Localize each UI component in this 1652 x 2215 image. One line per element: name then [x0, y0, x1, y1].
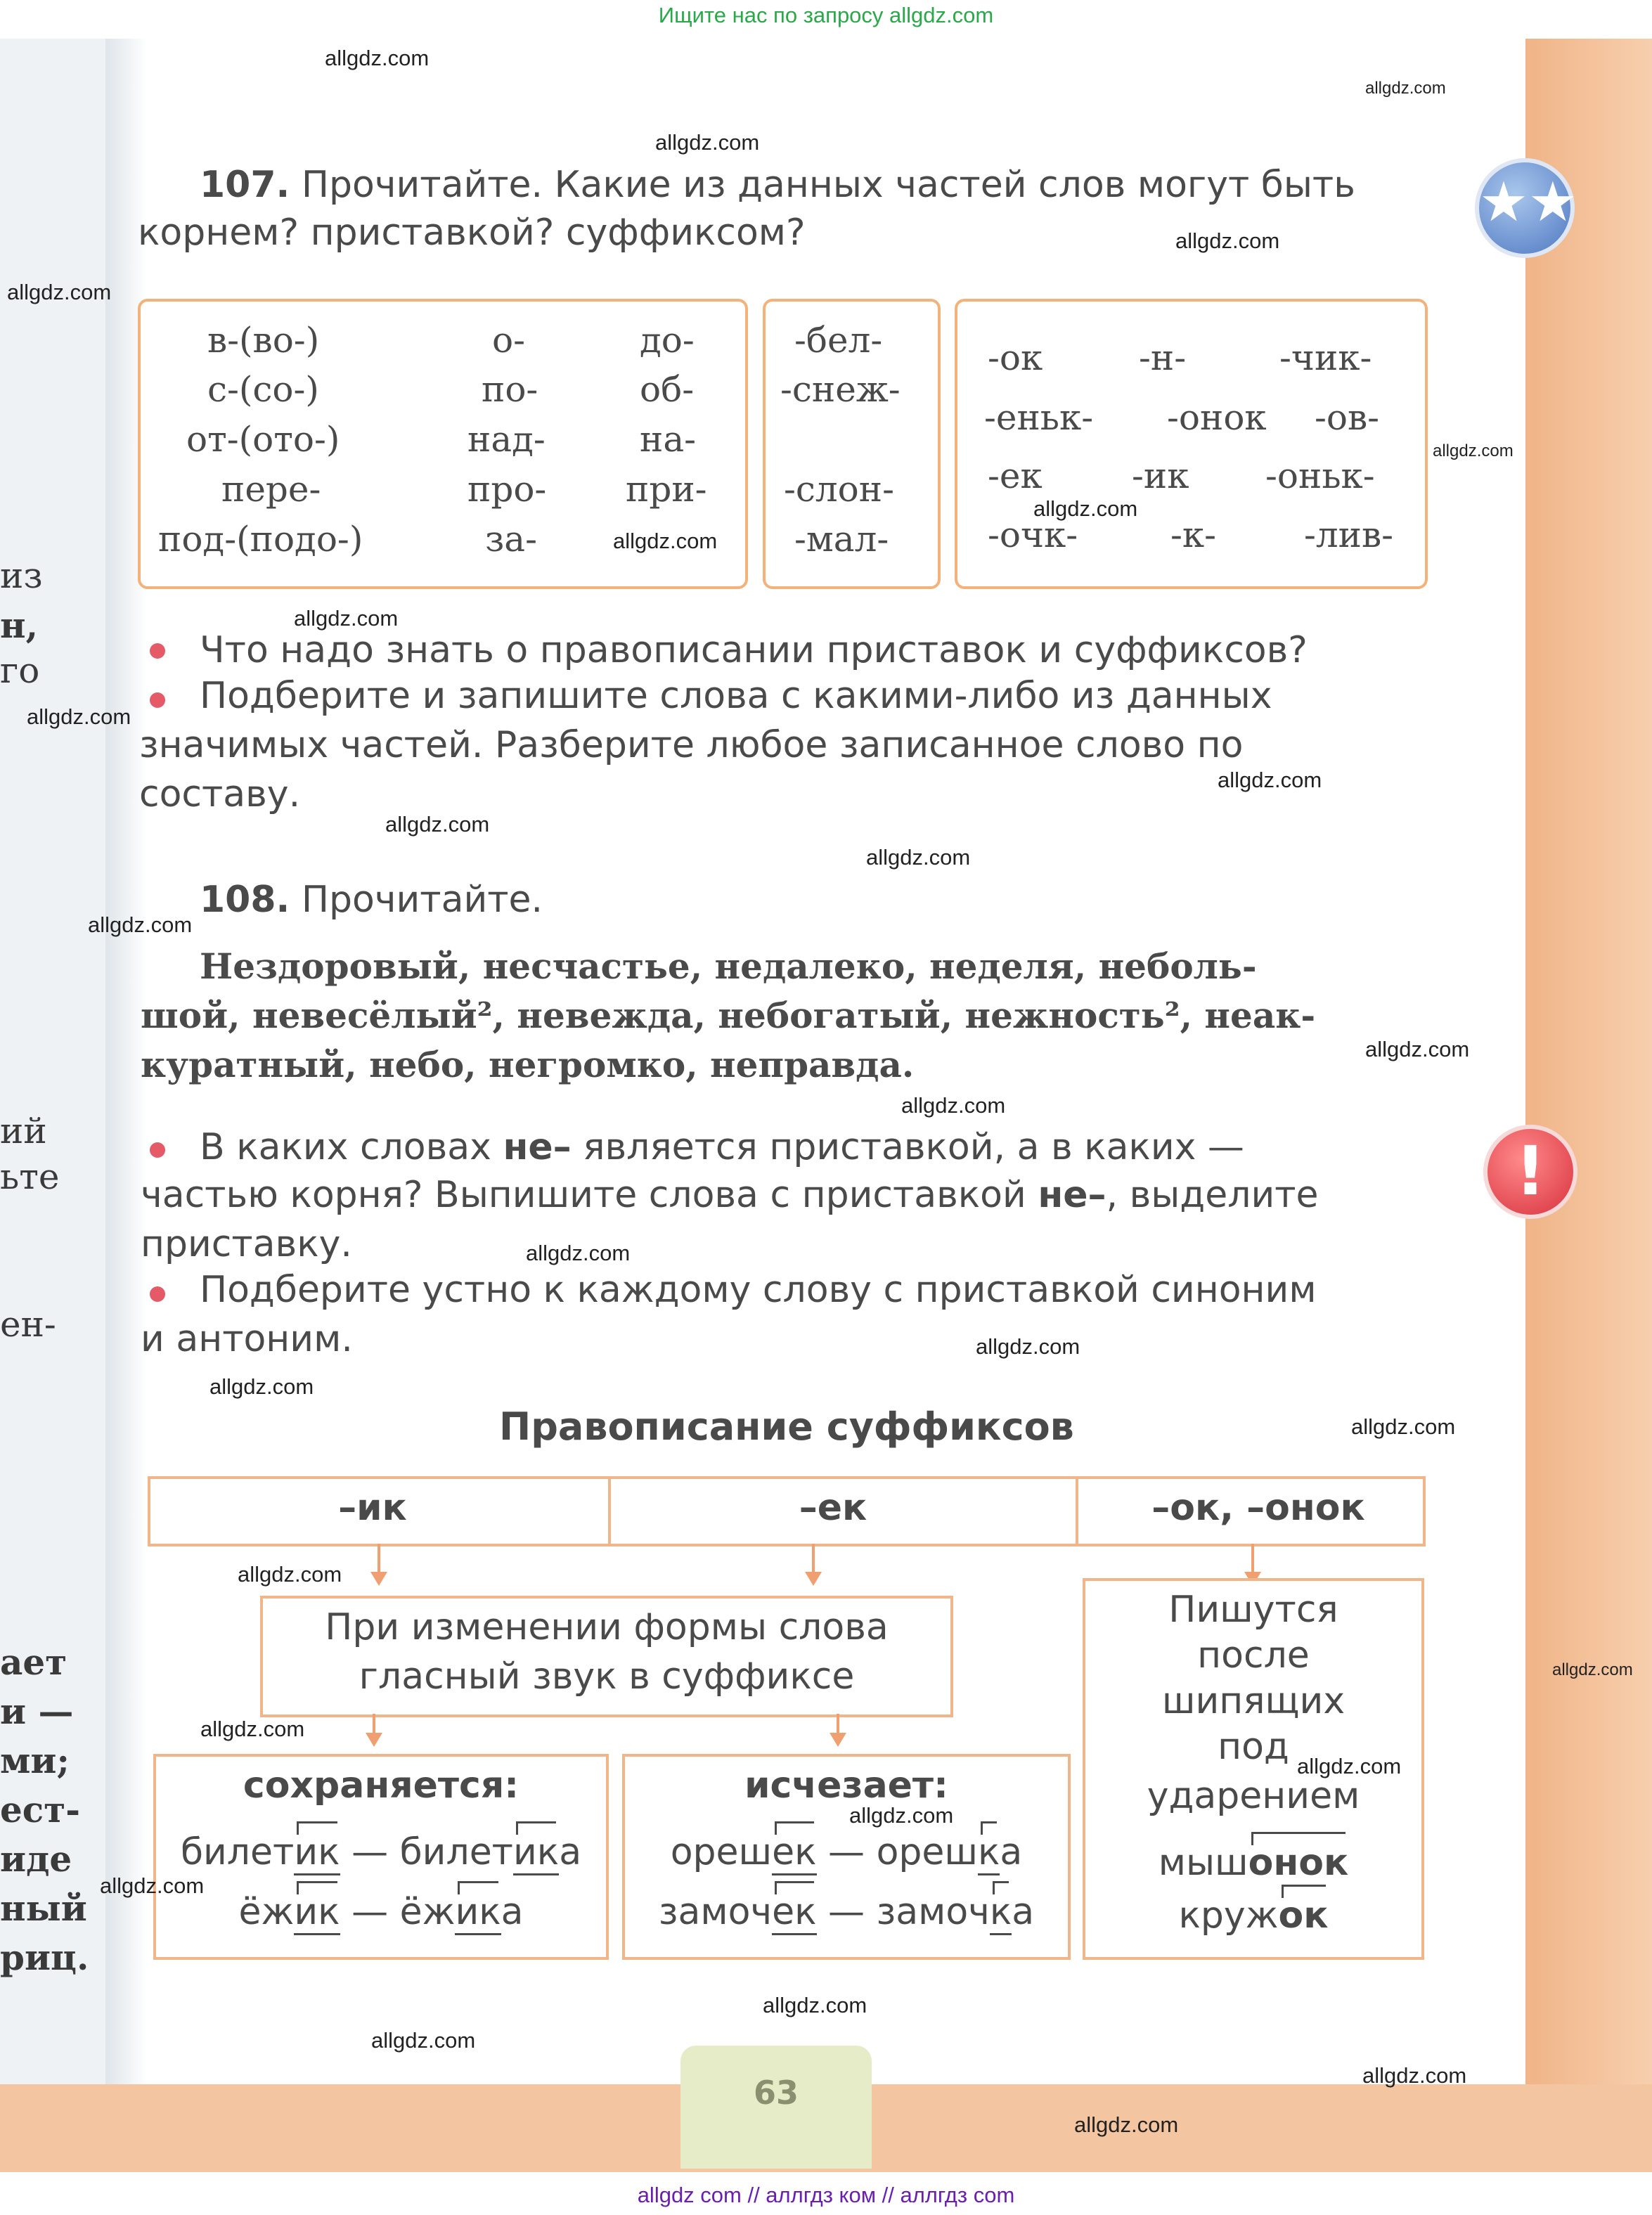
- watermark-link[interactable]: allgdz.com: [763, 1993, 867, 2017]
- rule-line: под: [1218, 1726, 1289, 1768]
- prefix: об-: [640, 369, 695, 410]
- prefix: по-: [482, 369, 538, 410]
- example-part: ореш: [670, 1831, 773, 1873]
- arrow: [1251, 1544, 1254, 1575]
- left-cut-text: ает: [0, 1641, 67, 1683]
- watermark-link[interactable]: allgdz.com: [1365, 1037, 1470, 1061]
- prefix: при-: [626, 469, 707, 510]
- example-part: круж: [1178, 1894, 1279, 1937]
- rule-line: после: [1197, 1634, 1310, 1677]
- watermark-link[interactable]: allgdz.com: [209, 1374, 314, 1399]
- exclamation-icon: !: [1483, 1125, 1577, 1219]
- bullet-icon: [150, 692, 165, 708]
- example-row: [622, 1891, 1071, 1933]
- watermark-link[interactable]: allgdz.com: [325, 46, 430, 70]
- suffix-part: ек: [772, 1891, 816, 1935]
- suffix: -онок: [1167, 397, 1267, 438]
- suffix-mark: [990, 1891, 1012, 1933]
- watermark-link[interactable]: allgdz.com: [238, 1562, 342, 1587]
- suffix-header: –ик: [338, 1487, 407, 1529]
- exercise-number: 108.: [200, 879, 290, 921]
- suffix: -ов-: [1315, 397, 1380, 438]
- suffix: -ек: [988, 456, 1043, 496]
- example-part: а: [1012, 1891, 1035, 1933]
- arrow-head-icon: [805, 1572, 822, 1586]
- question-part-bold: не–: [1038, 1174, 1106, 1216]
- prefix: над-: [467, 419, 546, 460]
- dash: —: [351, 1831, 389, 1873]
- star-icon: ★★: [1475, 158, 1575, 258]
- example-part: замоч: [876, 1891, 990, 1933]
- watermark-link[interactable]: allgdz.com: [1433, 441, 1514, 460]
- example-part: а: [559, 1831, 582, 1873]
- suffix: -еньк-: [984, 397, 1094, 438]
- watermark-link[interactable]: allgdz.com: [27, 704, 131, 729]
- bottom-banner[interactable]: allgdz com // аллгдз ком // аллгдз com: [637, 2183, 1015, 2207]
- suffix-part: ек: [772, 1831, 816, 1875]
- suffix-mark: [513, 1831, 559, 1873]
- page-number: 63: [753, 2074, 799, 2112]
- rule-line: ударением: [1147, 1775, 1360, 1817]
- left-cut-text: н,: [0, 605, 39, 646]
- prefix: в-(во-): [207, 320, 320, 361]
- question-part-bold: не–: [503, 1126, 572, 1168]
- divider: [608, 1476, 611, 1544]
- example-row: [1083, 1842, 1424, 1884]
- suffix-part: к: [978, 1831, 1000, 1875]
- exercise-task: Прочитайте. Какие из данных частей слов могут быть: [301, 164, 1355, 206]
- arrow: [377, 1544, 380, 1575]
- suffix-header: –ек: [799, 1487, 867, 1529]
- example-row: [153, 1831, 609, 1873]
- question: приставку.: [141, 1223, 352, 1265]
- suffix: -чик-: [1279, 337, 1372, 378]
- root: -бел-: [794, 320, 883, 361]
- watermark-link[interactable]: allgdz.com: [976, 1334, 1080, 1359]
- watermark-link[interactable]: allgdz.com: [1362, 2063, 1467, 2088]
- prefix: от-(ото-): [186, 419, 340, 460]
- example-part: билет: [180, 1831, 295, 1873]
- example-part: а: [501, 1891, 524, 1933]
- arrow: [812, 1544, 815, 1575]
- right-page-edge: [1525, 39, 1652, 2133]
- bullet-icon: [150, 1142, 165, 1158]
- suffix-mark: [1279, 1894, 1329, 1937]
- suffix-part: к: [990, 1891, 1012, 1935]
- question-part: , выделите: [1106, 1174, 1319, 1216]
- watermark-link[interactable]: allgdz.com: [849, 1803, 954, 1828]
- left-cut-text: ий: [0, 1111, 47, 1151]
- example-part: мыш: [1158, 1842, 1248, 1884]
- example-part: ореш: [876, 1831, 978, 1873]
- left-cut-text: из: [0, 555, 43, 596]
- watermark-link[interactable]: allgdz.com: [1552, 1660, 1633, 1679]
- prefix: за-: [485, 519, 537, 560]
- left-cut-text: ьте: [0, 1156, 60, 1197]
- dash: —: [828, 1831, 865, 1873]
- exercise-task: Прочитайте.: [301, 879, 543, 921]
- left-cut-text: ест-: [0, 1789, 80, 1830]
- watermark-link[interactable]: allgdz.com: [1175, 228, 1280, 253]
- watermark-link[interactable]: allgdz.com: [385, 812, 490, 837]
- suffix-mark: [1248, 1842, 1349, 1884]
- arrow: [837, 1714, 839, 1735]
- watermark-link[interactable]: allgdz.com: [371, 2028, 476, 2053]
- root: -слон-: [784, 469, 894, 510]
- word-list-line: Нездоровый, несчастье, недалеко, неделя, неболь-: [200, 945, 1257, 987]
- exercise-number: 107.: [200, 164, 290, 206]
- question: [141, 1170, 1319, 1220]
- lost-title: исчезает:: [744, 1764, 948, 1807]
- arrow-head-icon: [370, 1572, 387, 1586]
- suffix: -к-: [1170, 515, 1217, 555]
- example-part: а: [1000, 1831, 1023, 1873]
- kept-title: сохраняется:: [243, 1764, 520, 1807]
- question-part: частью корня? Выпишите слова с приставкой: [141, 1174, 1026, 1216]
- left-cut-text: ми;: [0, 1740, 70, 1781]
- exercise-108-heading: [200, 875, 543, 924]
- root: -мал-: [794, 519, 889, 560]
- example-row: [1083, 1894, 1424, 1937]
- watermark-link[interactable]: allgdz.com: [1297, 1754, 1402, 1778]
- question: составу.: [139, 773, 301, 815]
- question: Подберите устно к каждому слову с приставкой синоним: [200, 1269, 1317, 1311]
- suffix-part: ик: [294, 1891, 340, 1935]
- arrow-head-icon: [830, 1733, 846, 1747]
- watermark-link[interactable]: allgdz.com: [526, 1241, 631, 1265]
- suffix-mark: [294, 1831, 340, 1873]
- watermark-link[interactable]: allgdz.com: [655, 130, 760, 155]
- suffix: -очк-: [988, 515, 1078, 555]
- suffix-mark: [978, 1831, 1000, 1873]
- left-cut-text: иде: [0, 1838, 72, 1880]
- watermark-link[interactable]: allgdz.com: [901, 1093, 1006, 1118]
- example-row: [153, 1891, 609, 1933]
- rule-line: шипящих: [1161, 1680, 1346, 1722]
- dash: —: [828, 1891, 865, 1933]
- watermark-link[interactable]: allgdz.com: [866, 845, 971, 870]
- prefix: о-: [492, 320, 525, 361]
- example-part: билет: [399, 1831, 513, 1873]
- prefix: под-(подо-): [158, 519, 363, 560]
- example-row: [622, 1831, 1071, 1873]
- suffix-mark: [294, 1891, 340, 1933]
- exercise-task-line2: корнем? приставкой? суффиксом?: [138, 212, 806, 254]
- question: и антоним.: [141, 1318, 353, 1360]
- prefix: до-: [640, 320, 695, 361]
- prefix: с-(со-): [207, 369, 319, 410]
- suffix-part: ик: [513, 1831, 559, 1875]
- bullet-icon: [150, 643, 165, 659]
- question-part: является приставкой, а в каких —: [583, 1126, 1244, 1168]
- example-part: ёж: [399, 1891, 456, 1933]
- left-cut-text: ен-: [0, 1304, 56, 1345]
- watermark-link[interactable]: allgdz.com: [7, 280, 112, 304]
- question: Подберите и запишите слова с какими-либо из данных: [200, 675, 1272, 717]
- suffix-mark: [455, 1891, 501, 1933]
- left-cut-text: ный: [0, 1887, 87, 1929]
- left-cut-text: и —: [0, 1691, 74, 1732]
- suffix: -ик: [1132, 456, 1189, 496]
- watermark-link[interactable]: allgdz.com: [1033, 496, 1138, 521]
- left-cut-text: риц.: [0, 1937, 89, 1978]
- suffix-mark: [772, 1891, 816, 1933]
- prefix: про-: [467, 469, 547, 510]
- left-cut-text: го: [0, 650, 40, 691]
- watermark-link[interactable]: allgdz.com: [294, 606, 399, 631]
- bullet-icon: [150, 1286, 165, 1302]
- watermark-link[interactable]: allgdz.com: [1351, 1414, 1456, 1439]
- suffix-part: ик: [455, 1891, 501, 1935]
- arrow: [373, 1714, 375, 1735]
- question-part: В каких словах: [200, 1126, 491, 1168]
- suffix-part: онок: [1248, 1842, 1349, 1884]
- watermark-link[interactable]: allgdz.com: [1074, 2112, 1179, 2137]
- suffix: -оньк-: [1265, 456, 1375, 496]
- suffix-mark: [772, 1831, 816, 1873]
- suffix: -лив-: [1304, 515, 1394, 555]
- divider: [1076, 1476, 1078, 1544]
- suffix: -ок: [988, 337, 1043, 378]
- word-list-line: куратный, небо, негромко, неправда.: [141, 1044, 915, 1085]
- prefix: на-: [640, 419, 697, 460]
- watermark-link[interactable]: allgdz.com: [200, 1717, 305, 1741]
- question: Что надо знать о правописании приставок и суффиксов?: [200, 629, 1308, 671]
- example-part: ёж: [238, 1891, 295, 1933]
- suffix-part: ик: [294, 1831, 340, 1875]
- watermark-link[interactable]: allgdz.com: [613, 529, 718, 553]
- example-part: замоч: [658, 1891, 773, 1933]
- dash: —: [351, 1891, 389, 1933]
- watermark-link[interactable]: allgdz.com: [1218, 768, 1322, 792]
- suffix: -н-: [1139, 337, 1187, 378]
- watermark-link[interactable]: allgdz.com: [100, 1873, 205, 1898]
- word-list-line: шой, невесёлый², невежда, небогатый, нежность², неак-: [141, 995, 1316, 1036]
- root: -снеж-: [780, 369, 901, 410]
- suffix-part: ок: [1278, 1894, 1329, 1937]
- exercise-107-heading: [200, 160, 1355, 209]
- arrow-head-icon: [366, 1733, 382, 1747]
- prefix: пере-: [221, 469, 321, 510]
- top-banner[interactable]: Ищите нас по запросу allgdz.com: [658, 3, 994, 27]
- question: [200, 1123, 1244, 1172]
- watermark-link[interactable]: allgdz.com: [88, 912, 193, 937]
- rule-line: Пишутся: [1168, 1589, 1338, 1631]
- watermark-link[interactable]: allgdz.com: [1365, 79, 1446, 98]
- question: значимых частей. Разберите любое записанное слово по: [139, 724, 1244, 766]
- condition-line: При изменении формы слова: [325, 1606, 889, 1648]
- section-title: Правописание суффиксов: [499, 1404, 1074, 1449]
- condition-line: гласный звук в суффиксе: [359, 1655, 855, 1698]
- suffix-header: –ок, –онок: [1151, 1487, 1365, 1529]
